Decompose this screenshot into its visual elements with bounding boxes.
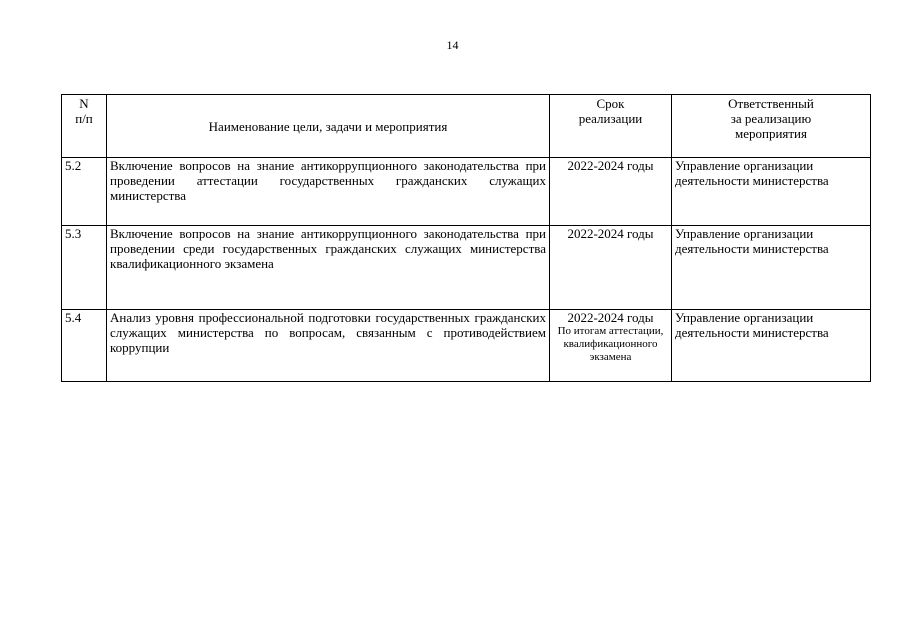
row-term-note: По итогам аттестации, квалификационного экзамена <box>557 325 664 363</box>
measures-table <box>61 94 871 382</box>
table-row <box>62 226 871 310</box>
header-responsible-line3: мероприятия <box>734 126 807 141</box>
row-term-years: 2022-2024 годы <box>567 310 654 325</box>
header-number <box>62 95 107 158</box>
header-term <box>550 95 672 158</box>
row-responsible: Управление организации деятельности министерства <box>672 310 871 382</box>
row-responsible: Управление организации деятельности министерства <box>672 158 871 226</box>
row-number: 5.2 <box>62 158 107 226</box>
table-row <box>62 310 871 382</box>
header-term-line1: Срок <box>596 96 625 111</box>
header-name: Наименование цели, задачи и мероприятия <box>107 95 550 158</box>
row-responsible: Управление организации деятельности министерства <box>672 226 871 310</box>
row-term <box>550 226 672 310</box>
row-measure-name: Анализ уровня профессиональной подготовки государственных гражданских служащих министерства по вопросам, связанным с противодействием коррупции <box>107 310 550 382</box>
table-row <box>62 158 871 226</box>
header-responsible <box>672 95 871 158</box>
row-measure-name: Включение вопросов на знание антикоррупционного законодательства при проведении среди государственных гражданских служащих министерства квалификационного экзамена <box>107 226 550 310</box>
header-number-line1: N <box>79 96 89 111</box>
row-term-years: 2022-2024 годы <box>567 226 654 241</box>
row-number: 5.3 <box>62 226 107 310</box>
row-term-years: 2022-2024 годы <box>567 158 654 173</box>
header-responsible-line2: за реализацию <box>730 111 812 126</box>
table-header-row <box>62 95 871 158</box>
header-responsible-line1: Ответственный <box>728 96 814 111</box>
row-term <box>550 310 672 382</box>
page-number: 14 <box>446 38 459 52</box>
row-term <box>550 158 672 226</box>
row-number: 5.4 <box>62 310 107 382</box>
row-measure-name: Включение вопросов на знание антикоррупционного законодательства при проведении аттестации государственных гражданских служащих министерства <box>107 158 550 226</box>
header-number-line2: п/п <box>75 111 93 126</box>
header-term-line2: реализации <box>578 111 643 126</box>
